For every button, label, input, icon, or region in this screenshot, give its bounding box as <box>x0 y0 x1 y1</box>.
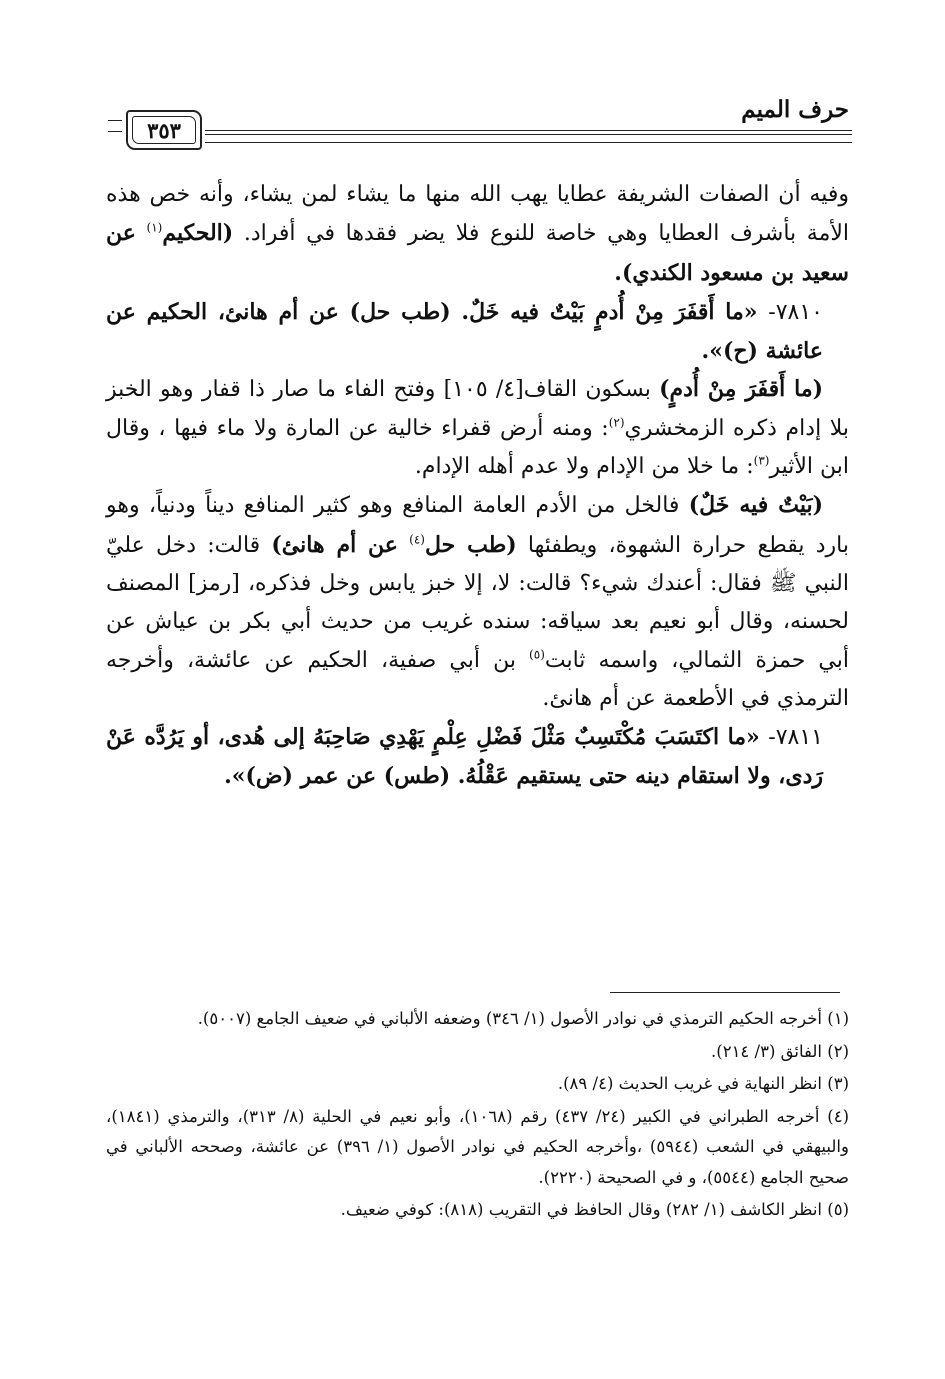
running-title: حرف الميم <box>741 96 849 123</box>
header-rule <box>205 130 852 143</box>
hadith-number: ٧٨١٠- <box>768 299 823 325</box>
footnote-marker-5: (٥) <box>529 647 545 662</box>
footnote-2: (٢) الفائق (٣/ ٢١٤). <box>711 1041 849 1061</box>
footnote-marker-3: (٣) <box>753 453 770 468</box>
footnote-4: (٤) أخرجه الطبراني في الكبير (٢٤/ ٤٣٧) رقم (١٠٦٨)، وأبو نعيم في الحلية (٨/ ٣١٣)، والترمذي (١٨٤١)، والبيهقي في الشعب (٥٩٤٤) ،وأخرجه الحكيم في نوادر الأصول (١/ ٣٩٦) عن عائشة، وصححه الألباني في صحيح الجامع (٥٥٤٤)، و في الصحيحة (٢٢٢٠). <box>106 1106 850 1187</box>
footnote-marker-4: (٤) <box>409 532 425 547</box>
paragraph-1: وفيه أن الصفات الشريفة عطايا يهب الله منها ما يشاء لمن يشاء، وأنه خص هذه الأمة بأشرف العطايا وهي خاصة للنوع فلا يضر فقدها في أفراد. (الحكيم$^{(١)}$ عن سعيد بن مسعود الكندي). <box>106 182 850 286</box>
hadith-7810: ٧٨١٠- «ما أَقفَرَ مِنْ أُدمٍ بَيْتٌ فيه خَلٌ. (طب حل) عن أم هانئ، الحكيم عن عائشة (ح)». <box>106 298 823 365</box>
header-ornament <box>108 120 122 132</box>
footnote-1: (١) أخرجه الحكيم الترمذي في نوادر الأصول (١/ ٣٤٦) وضعفه الألباني في ضعيف الجامع (٥٠٠٧). <box>197 1009 849 1028</box>
footnote-3: (٣) انظر النهاية في غريب الحديث (٤/ ٨٩). <box>557 1074 849 1093</box>
footnote-5: (٥) انظر الكاشف (١/ ٢٨٢) وقال الحافظ في التقريب (٨١٨): كوفي ضعيف. <box>340 1200 849 1219</box>
page-number <box>126 110 202 150</box>
paragraph-2: (ما أَقفَرَ مِنْ أُدمٍ) بسكون القاف[٤/ ١٠٥] وفتح الفاء ما صار ذا قفار وهو الخبز بلا إدام ذكره الزمخشري$^{(٢)}$: ومنه أرض قفراء خالية عن المارة ولا ماء فيها ، وقال ابن الأثير$^{(٣)}$: ما خلا من الإدام ولا عدم أهله الإدام. <box>106 376 850 480</box>
footnote-marker-1: (١) <box>146 220 163 235</box>
footnote-marker-2: (٢) <box>608 415 625 430</box>
hadith-7811: ٧٨١١- «ما اكتَسَبَ مُكْتَسِبٌ مَثْلَ فَضْلِ عِلْمٍ يَهْدِي صَاحِبَهُ إلى هُدى، أو يَرُدَّه عَنْ رَدى، ولا استقام دينه حتى يستقيم عَقْلُهُ. (طس) عن عمر (ض)». <box>106 724 823 790</box>
hadith-number: ٧٨١١- <box>768 725 823 751</box>
paragraph-3: (بَيْتٌ فيه خَلٌ) فالخل من الأدم العامة المنافع وهو كثير المنافع ديناً ودنياً، وهو بارد يقطع حرارة الشهوة، ويطفئها (طب حل$^{(٤)}$ عن أم هانئ) قالت: دخل عليّ النبي ﷺ فقال: أعندك شيء؟ قالت: لا، إلا خبز يابس وخل فذكره، [رمز] المصنف لحسنه، وقال أبو نعيم بعد سياقه: سنده غريب من حديث أبي بكر بن عياش عن أبي حمزة الثمالي، واسمه ثابت$^{(٥)}$ بن أبي صفية، الحكيم عن عائشة، وأخرجه الترمذي في الأطعمة عن أم هانئ. <box>106 492 850 711</box>
footnotes <box>106 1004 849 1228</box>
footnote-separator <box>610 992 840 993</box>
page-number-text: ٣٥٣ <box>147 117 181 143</box>
main-text <box>106 176 849 796</box>
